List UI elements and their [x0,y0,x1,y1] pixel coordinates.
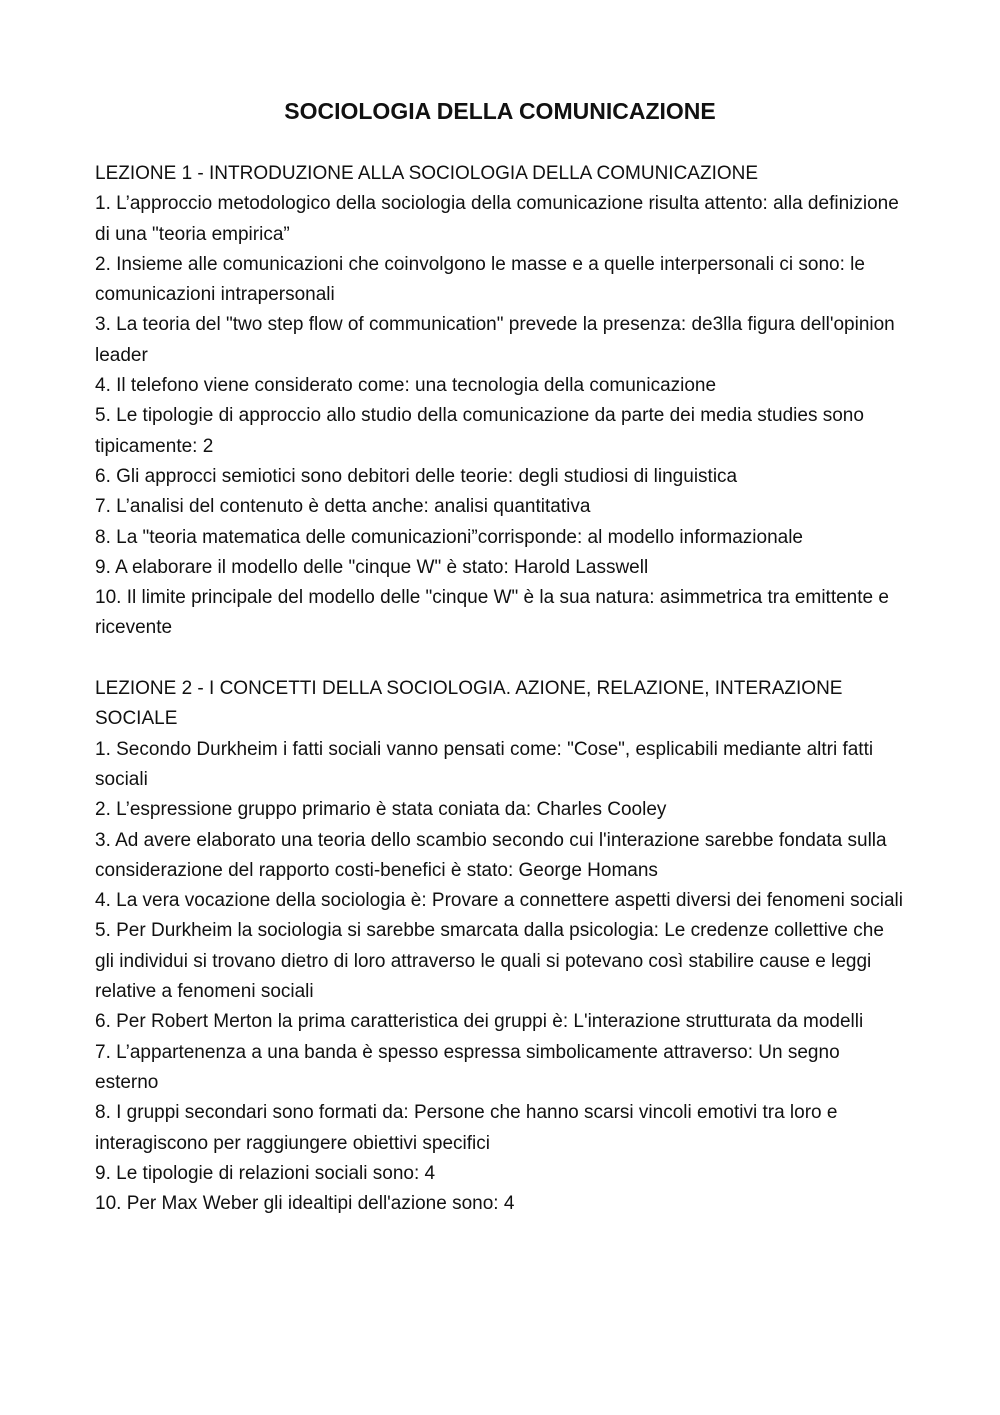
list-item: 3. Ad avere elaborato una teoria dello scambio secondo cui l'interazione sarebbe fondata sulla considerazione del rapporto costi-benefici è stato: George Homans [95,829,887,881]
list-item: 10. Per Max Weber gli idealtipi dell'azione sono: 4 [95,1193,515,1215]
list-item: 7. L’appartenenza a una banda è spesso espressa simbolicamente attraverso: Un segno esterno [95,1041,840,1093]
document-title: SOCIOLOGIA DELLA COMUNICAZIONE [284,98,716,124]
list-item: 9. Le tipologie di relazioni sociali sono: 4 [95,1162,436,1184]
list-item: 4. La vera vocazione della sociologia è: Provare a connettere aspetti diversi dei fenomeni sociali [95,890,903,912]
list-item: 6. Gli approcci semiotici sono debitori delle teorie: degli studiosi di linguistica [95,465,738,487]
lesson-2-heading: LEZIONE 2 - I CONCETTI DELLA SOCIOLOGIA. AZIONE, RELAZIONE, INTERAZIONE SOCIALE [95,678,843,730]
lesson-2-question-list [95,735,905,1220]
list-item: 9. A elaborare il modello delle "cinque W" è stato: Harold Lasswell [95,556,649,578]
list-item: 2. L’espressione gruppo primario è stata coniata da: Charles Cooley [95,799,667,821]
list-item: 8. La "teoria matematica delle comunicazioni”corrisponde: al modello informazionale [95,526,803,548]
list-item: 10. Il limite principale del modello delle "cinque W" è la sua natura: asimmetrica tra emittente e ricevente [95,587,889,639]
list-item: 1. L’approccio metodologico della sociologia della comunicazione risulta attento: alla definizione di una "teoria empirica” [95,193,899,245]
list-item: 2. Insieme alle comunicazioni che coinvolgono le masse e a quelle interpersonali ci sono: le comunicazioni intrapersonali [95,253,865,306]
lesson-1-question-list [95,189,905,643]
list-item: 6. Per Robert Merton la prima caratteristica dei gruppi è: L'interazione strutturata da modelli [95,1011,864,1033]
list-item: 8. I gruppi secondari sono formati da: Persone che hanno scarsi vincoli emotivi tra loro e interagiscono per raggiungere obiettivi specifici [95,1102,838,1154]
list-item: 5. Per Durkheim la sociologia si sarebbe smarcata dalla psicologia: Le credenze collettive che gli individui si trovano dietro di loro attraverso le quali si potevano così stabilire cause e leggi relative a fenomeni sociali [95,920,884,1003]
list-item: 4. Il telefono viene considerato come: una tecnologia della comunicazione [95,375,717,397]
lesson-1-section [95,159,905,644]
list-item: 3. La teoria del "two step flow of communication" prevede la presenza: de3lla figura dell'opinion leader [95,314,895,366]
lesson-2-section [95,674,905,1219]
list-item: 1. Secondo Durkheim i fatti sociali vanno pensati come: "Cose", esplicabili mediante altri fatti sociali [95,738,874,790]
lesson-1-heading: LEZIONE 1 - INTRODUZIONE ALLA SOCIOLOGIA DELLA COMUNICAZIONE [95,163,759,184]
document-body [95,159,905,1219]
list-item: 5. Le tipologie di approccio allo studio della comunicazione da parte dei media studies sono tipicamente: 2 [95,405,864,457]
list-item: 7. L’analisi del contenuto è detta anche: analisi quantitativa [95,496,591,518]
